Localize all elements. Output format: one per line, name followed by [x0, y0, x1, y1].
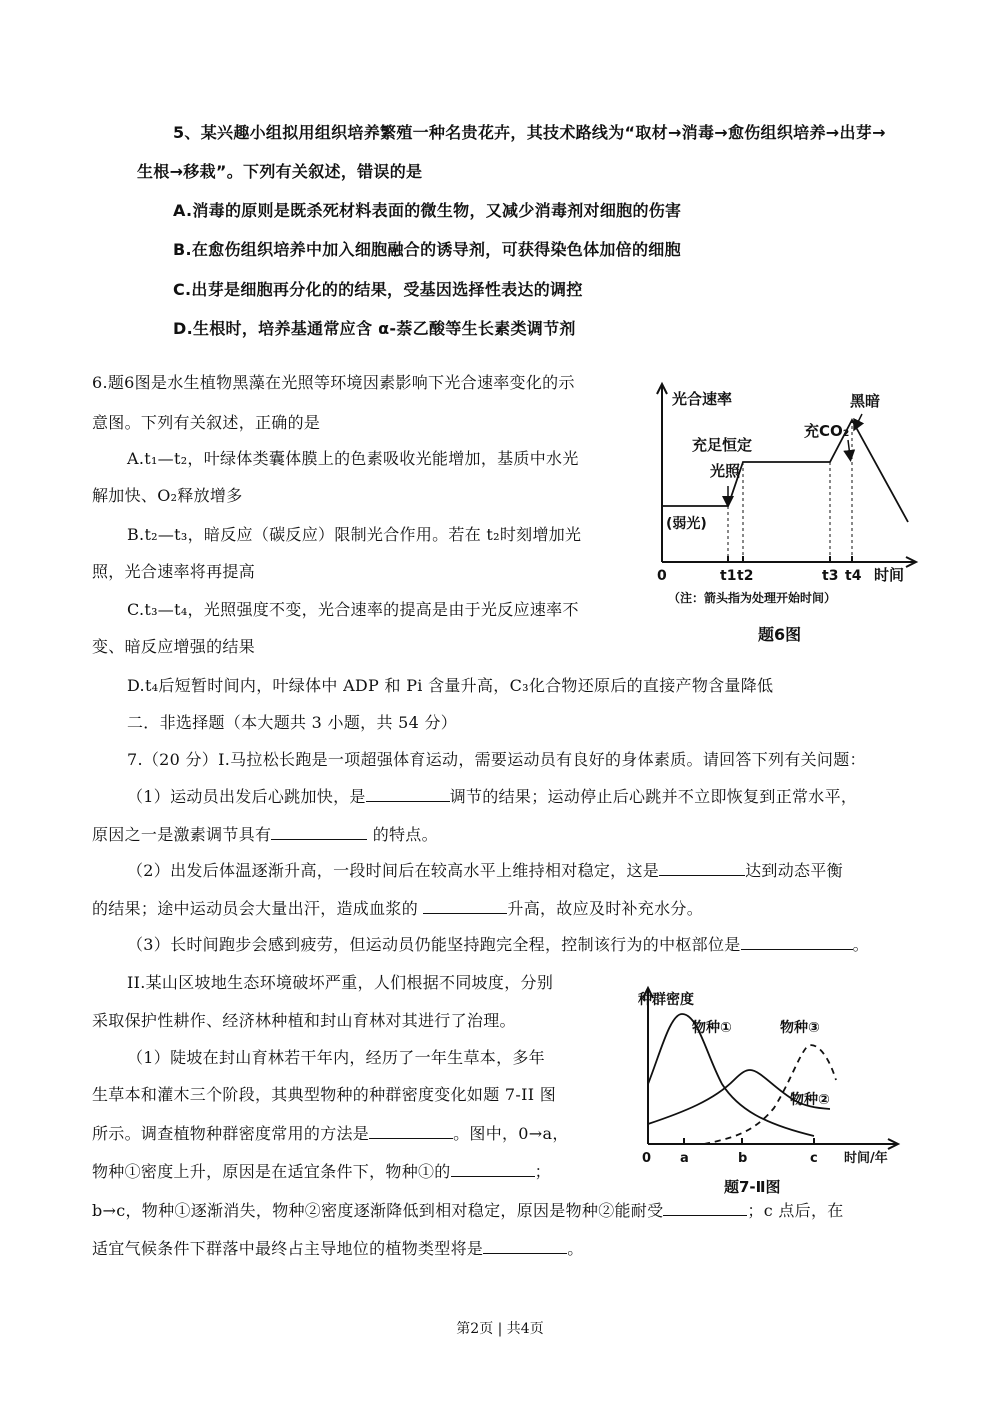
answer-blank[interactable] [423, 899, 507, 914]
fig6-annotation-dark: 黑暗 [850, 392, 881, 410]
fig6-xlabel: 时间 [874, 566, 905, 584]
q6-option-d: D.t₄后短暂时间内，叶绿体中 ADP 和 Pi 含量升高，C₃化合物还原后的直接产物含量降低 [127, 676, 774, 695]
q7-part2-text-d2: ； [534, 1162, 551, 1181]
fig7-caption: 题7-Ⅱ图 [724, 1178, 781, 1196]
q7-part2-sub1-line6 [92, 1238, 584, 1260]
fig6-tick-label-t4: t4 [845, 568, 862, 584]
q7-sub2-text-b: 达到动态平衡 [745, 861, 843, 880]
fig7-label-species-2: 物种② [790, 1092, 830, 1108]
q7-part2-text-f2: 。 [567, 1239, 584, 1258]
fig6-arrow-co2-icon [848, 440, 850, 456]
q7-part2-text-c2: 。图中，0→a， [453, 1124, 569, 1143]
q6-option-c-line1: C.t₃—t₄，光照强度不变，光合速率的提高是由于光反应速率不 [127, 600, 579, 619]
q7-sub3 [127, 934, 869, 956]
q7-part2-text-e1: b→c，物种①逐渐消失，物种②密度逐渐降低到相对稳定，原因是物种②能耐受 [92, 1201, 664, 1220]
fig6-caption: 题6图 [758, 625, 802, 644]
figure-7-ii [634, 984, 914, 1204]
fig6-ylabel: 光合速率 [672, 390, 733, 408]
q7-sub1-text-c: 原因之一是激素调节具有 [92, 825, 272, 844]
fig6-annotation-light-1: 充足恒定 [692, 436, 753, 454]
q7-part2-sub1-line3 [92, 1123, 569, 1145]
q7-sub1-text-d: 的特点。 [367, 825, 438, 844]
q7-sub2-line1 [127, 860, 843, 882]
answer-blank[interactable] [659, 861, 745, 876]
fig7-label-species-1: 物种① [692, 1020, 732, 1036]
q5-option-c: C.出芽是细胞再分化的的结果，受基因选择性表达的调控 [173, 280, 583, 299]
q7-part2-text-f1: 适宜气候条件下群落中最终占主导地位的植物类型将是 [92, 1239, 484, 1258]
q7-part2-sub1-line1: （1）陡坡在封山育林若干年内，经历了一年生草本，多年 [127, 1048, 545, 1067]
section-2-heading: 二．非选择题（本大题共 3 小题，共 54 分） [127, 713, 458, 732]
fig7-ylabel: 种群密度 [638, 992, 694, 1008]
q6-stem-line2: 意图。下列有关叙述，正确的是 [92, 413, 321, 432]
fig6-tick-label-t1: t1 [720, 568, 737, 584]
q6-option-a-line1: A.t₁—t₂，叶绿体类囊体膜上的色素吸收光能增加，基质中水光 [127, 449, 579, 468]
q7-sub3-text-a: （3）长时间跑步会感到疲劳，但运动员仍能坚持跑完全程，控制该行为的中枢部位是 [127, 935, 741, 954]
q7-part2-line2: 采取保护性耕作、经济林种植和封山育林对其进行了治理。 [92, 1011, 516, 1030]
answer-blank[interactable] [451, 1162, 535, 1177]
q6-option-a-line2: 解加快、O₂释放增多 [92, 486, 243, 505]
q7-sub2-text-a: （2）出发后体温逐渐升高，一段时间后在较高水平上维持相对稳定，这是 [127, 861, 660, 880]
q7-sub2-text-c: 的结果；途中运动员会大量出汗，造成血浆的 [92, 899, 424, 918]
q6-option-b-line1: B.t₂—t₃，暗反应（碳反应）限制光合作用。若在 t₂时刻增加光 [127, 525, 582, 544]
fig6-origin-label: 0 [657, 568, 667, 584]
q7-intro: 7.（20 分）I.马拉松长跑是一项超强体育运动，需要运动员有良好的身体素质。请回答下列有关问题： [127, 750, 866, 769]
fig6-note: （注：箭头指为处理开始时间） [668, 591, 837, 605]
q7-sub1-text-a: （1）运动员出发后心跳加快，是 [127, 787, 366, 806]
q7-part2-sub1-line2: 生草本和灌木三个阶段，其典型物种的种群密度变化如题 7-II 图 [92, 1085, 556, 1104]
answer-blank[interactable] [271, 825, 367, 840]
fig7-label-species-3: 物种③ [780, 1020, 820, 1036]
fig6-arrow-dark-icon [856, 414, 862, 426]
q7-sub1-line2 [92, 824, 438, 846]
q6-option-b-line2: 照，光合速率将再提高 [92, 562, 256, 581]
fig6-tick-label-t3: t3 [822, 568, 839, 584]
fig6-tick-label-t2: t2 [737, 568, 754, 584]
q7-part2-text-c1: 所示。调查植物种群密度常用的方法是 [92, 1124, 370, 1143]
q7-part2-line1: II.某山区坡地生态环境破坏严重，人们根据不同坡度，分别 [127, 973, 554, 992]
q7-sub2-line2 [92, 898, 703, 920]
q7-part2-text-e2: ；c 点后，在 [747, 1201, 844, 1220]
fig7-tick-label-c: c [810, 1151, 818, 1166]
answer-blank[interactable] [741, 935, 853, 950]
q5-stem-line1: 5、某兴趣小组拟用组织培养繁殖一种名贵花卉，其技术路线为“取材→消毒→愈伤组织培养→出芽→ [173, 123, 886, 142]
figure-6 [648, 382, 928, 652]
fig6-annotation-light-2: 光照 [710, 462, 741, 480]
q7-sub1-text-b: 调节的结果；运动停止后心跳并不立即恢复到正常水平， [449, 787, 858, 806]
q7-sub1-line1 [127, 786, 857, 808]
answer-blank[interactable] [366, 787, 450, 802]
fig7-tick-label-a: a [680, 1151, 689, 1166]
q7-part2-text-d1: 物种①密度上升，原因是在适宜条件下，物种①的 [92, 1162, 451, 1181]
fig6-annotation-weak-light: (弱光) [666, 516, 707, 532]
q5-option-a: A.消毒的原则是既杀死材料表面的微生物，又减少消毒剂对细胞的伤害 [173, 201, 682, 220]
answer-blank[interactable] [483, 1239, 567, 1254]
fig7-origin-label: 0 [642, 1151, 652, 1166]
q5-option-d: D.生根时，培养基通常应含 α-萘乙酸等生长素类调节剂 [173, 319, 576, 338]
page-footer: 第2页 | 共4页 [456, 1321, 544, 1337]
q6-stem-line1: 6.题6图是水生植物黑藻在光照等环境因素影响下光合速率变化的示 [92, 373, 575, 392]
q7-sub3-text-b: 。 [852, 935, 869, 954]
q5-stem-line2: 生根→移栽”。下列有关叙述，错误的是 [137, 162, 423, 181]
fig7-tick-label-b: b [738, 1151, 748, 1166]
answer-blank[interactable] [369, 1124, 453, 1139]
fig7-xlabel: 时间/年 [844, 1151, 888, 1166]
q7-sub2-text-d: 升高，故应及时补充水分。 [507, 899, 703, 918]
q5-option-b: B.在愈伤组织培养中加入细胞融合的诱导剂，可获得染色体加倍的细胞 [173, 240, 681, 259]
q7-part2-sub1-line4 [92, 1161, 551, 1183]
q6-option-c-line2: 变、暗反应增强的结果 [92, 637, 256, 656]
fig6-annotation-co2: 充CO₂ [804, 422, 850, 440]
